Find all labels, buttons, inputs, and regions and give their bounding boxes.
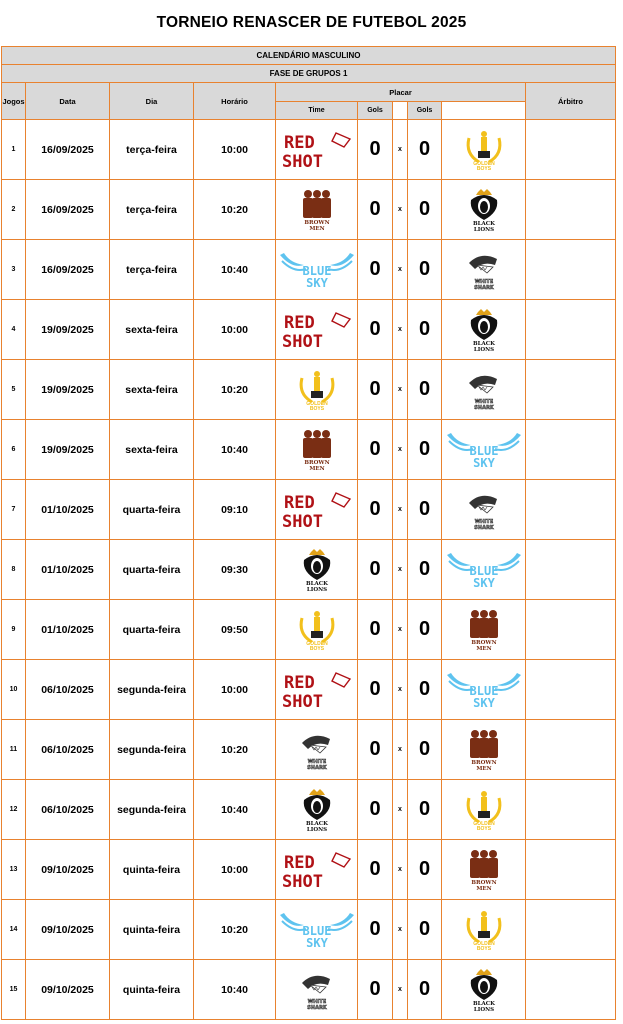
match-row: [2, 540, 616, 600]
home-team-logo: [276, 540, 358, 600]
home-goals: 0: [358, 600, 393, 660]
away-goals: 0: [408, 120, 442, 180]
svg-text:LIONS: LIONS: [306, 826, 327, 832]
match-rows: [2, 120, 616, 1020]
match-date: 01/10/2025: [26, 480, 110, 540]
away-goals: 0: [408, 300, 442, 360]
svg-text:GOLDEN: GOLDEN: [472, 820, 495, 827]
match-date: 16/09/2025: [26, 180, 110, 240]
svg-text:BLUE: BLUE: [469, 563, 498, 578]
away-team-logo: [442, 120, 526, 180]
svg-text:WHITE: WHITE: [307, 998, 326, 1005]
svg-text:LIONS: LIONS: [473, 346, 494, 352]
match-row: [2, 840, 616, 900]
svg-text:BOYS: BOYS: [476, 945, 491, 952]
col-header-day: Dia: [110, 83, 194, 120]
score-separator: x: [393, 480, 408, 540]
score-separator: x: [393, 540, 408, 600]
away-goals: 0: [408, 900, 442, 960]
away-team-logo: [442, 660, 526, 720]
match-number: 13: [2, 840, 26, 900]
away-goals: 0: [408, 360, 442, 420]
referee-cell: [526, 120, 616, 180]
match-day: sexta-feira: [110, 420, 194, 480]
match-number: 3: [2, 240, 26, 300]
match-row: [2, 660, 616, 720]
match-date: 06/10/2025: [26, 660, 110, 720]
home-team-logo: [276, 420, 358, 480]
away-team-logo: [442, 780, 526, 840]
svg-text:SHOT: SHOT: [281, 871, 323, 891]
match-row: [2, 900, 616, 960]
svg-text:BOYS: BOYS: [476, 825, 491, 832]
home-team-logo: [276, 480, 358, 540]
match-day: terça-feira: [110, 240, 194, 300]
match-row: [2, 480, 616, 540]
away-team-logo: [442, 240, 526, 300]
referee-cell: [526, 240, 616, 300]
home-team-logo: [276, 900, 358, 960]
referee-cell: [526, 480, 616, 540]
svg-text:MEN: MEN: [475, 645, 492, 652]
match-day: quarta-feira: [110, 600, 194, 660]
match-row: [2, 240, 616, 300]
svg-text:SHARK: SHARK: [306, 1004, 327, 1011]
score-separator: x: [393, 720, 408, 780]
match-time: 10:40: [194, 780, 276, 840]
match-number: 9: [2, 600, 26, 660]
match-time: 10:00: [194, 120, 276, 180]
match-row: [2, 960, 616, 1020]
referee-cell: [526, 840, 616, 900]
home-goals: 0: [358, 480, 393, 540]
match-number: 15: [2, 960, 26, 1020]
svg-text:SKY: SKY: [472, 455, 495, 470]
home-goals: 0: [358, 960, 393, 1020]
match-day: quinta-feira: [110, 900, 194, 960]
phase-label: FASE DE GRUPOS 1: [2, 65, 616, 83]
svg-text:SHOT: SHOT: [281, 691, 323, 711]
referee-cell: [526, 180, 616, 240]
match-date: 06/10/2025: [26, 780, 110, 840]
home-goals: 0: [358, 300, 393, 360]
match-date: 09/10/2025: [26, 960, 110, 1020]
match-day: quinta-feira: [110, 840, 194, 900]
match-row: [2, 420, 616, 480]
away-goals: 0: [408, 960, 442, 1020]
match-date: 01/10/2025: [26, 540, 110, 600]
away-team-logo: [442, 180, 526, 240]
match-day: sexta-feira: [110, 300, 194, 360]
match-time: 10:40: [194, 240, 276, 300]
referee-cell: [526, 420, 616, 480]
svg-text:LIONS: LIONS: [306, 586, 327, 592]
match-time: 10:00: [194, 300, 276, 360]
svg-text:LIONS: LIONS: [473, 226, 494, 232]
col-header-team-away: [442, 102, 526, 120]
away-team-logo: [442, 420, 526, 480]
home-goals: 0: [358, 240, 393, 300]
home-goals: 0: [358, 720, 393, 780]
svg-text:SHOT: SHOT: [281, 151, 323, 171]
away-goals: 0: [408, 780, 442, 840]
page-title: TORNEIO RENASCER DE FUTEBOL 2025: [156, 14, 467, 31]
match-row: [2, 300, 616, 360]
away-team-logo: [442, 360, 526, 420]
match-day: terça-feira: [110, 120, 194, 180]
svg-text:MEN: MEN: [475, 765, 492, 772]
match-schedule-table: [1, 46, 616, 1020]
score-separator: x: [393, 780, 408, 840]
match-row: [2, 120, 616, 180]
match-date: 16/09/2025: [26, 120, 110, 180]
match-number: 11: [2, 720, 26, 780]
home-team-logo: [276, 660, 358, 720]
match-number: 8: [2, 540, 26, 600]
col-header-separator: [393, 102, 408, 120]
home-goals: 0: [358, 540, 393, 600]
away-goals: 0: [408, 600, 442, 660]
match-number: 14: [2, 900, 26, 960]
away-goals: 0: [408, 540, 442, 600]
score-separator: x: [393, 240, 408, 300]
col-header-date: Data: [26, 83, 110, 120]
home-team-logo: [276, 180, 358, 240]
match-date: 16/09/2025: [26, 240, 110, 300]
home-goals: 0: [358, 900, 393, 960]
match-date: 01/10/2025: [26, 600, 110, 660]
svg-text:SHARK: SHARK: [473, 404, 494, 411]
svg-text:SHARK: SHARK: [473, 284, 494, 291]
svg-text:BOYS: BOYS: [309, 645, 324, 652]
svg-text:GOLDEN: GOLDEN: [472, 160, 495, 167]
col-header-goals-away: Gols: [408, 102, 442, 120]
home-goals: 0: [358, 420, 393, 480]
score-separator: x: [393, 420, 408, 480]
score-separator: x: [393, 960, 408, 1020]
away-team-logo: [442, 600, 526, 660]
home-team-logo: [276, 960, 358, 1020]
home-team-logo: [276, 600, 358, 660]
away-team-logo: [442, 300, 526, 360]
red-shot-line1: RED: [283, 852, 315, 873]
match-date: 19/09/2025: [26, 420, 110, 480]
calendar-label: CALENDÁRIO MASCULINO: [2, 47, 616, 65]
referee-cell: [526, 360, 616, 420]
match-time: 10:00: [194, 660, 276, 720]
svg-text:BLUE: BLUE: [469, 683, 498, 698]
svg-text:BROWN: BROWN: [470, 639, 497, 646]
away-goals: 0: [408, 480, 442, 540]
score-separator: x: [393, 840, 408, 900]
match-number: 5: [2, 360, 26, 420]
svg-text:SHARK: SHARK: [306, 764, 327, 771]
svg-text:GOLDEN: GOLDEN: [305, 640, 328, 647]
svg-text:BROWN: BROWN: [470, 759, 497, 766]
match-day: quinta-feira: [110, 960, 194, 1020]
red-shot-line1: RED: [283, 132, 315, 153]
home-team-logo: [276, 120, 358, 180]
home-goals: 0: [358, 780, 393, 840]
home-team-logo: [276, 840, 358, 900]
away-team-logo: [442, 900, 526, 960]
match-number: 6: [2, 420, 26, 480]
score-separator: x: [393, 360, 408, 420]
score-separator: x: [393, 600, 408, 660]
away-goals: 0: [408, 840, 442, 900]
score-separator: x: [393, 180, 408, 240]
away-team-logo: [442, 480, 526, 540]
match-time: 10:20: [194, 180, 276, 240]
match-number: 12: [2, 780, 26, 840]
match-date: 09/10/2025: [26, 900, 110, 960]
red-shot-line1: RED: [283, 312, 315, 333]
red-shot-line1: RED: [283, 672, 315, 693]
match-row: [2, 720, 616, 780]
away-team-logo: [442, 960, 526, 1020]
svg-text:BLACK: BLACK: [472, 1000, 495, 1007]
match-date: 06/10/2025: [26, 720, 110, 780]
referee-cell: [526, 720, 616, 780]
svg-text:SKY: SKY: [472, 575, 495, 590]
svg-text:WHITE: WHITE: [474, 518, 493, 525]
svg-text:WHITE: WHITE: [474, 278, 493, 285]
svg-text:BLUE: BLUE: [302, 923, 331, 938]
home-team-logo: [276, 240, 358, 300]
home-goals: 0: [358, 360, 393, 420]
home-team-logo: [276, 780, 358, 840]
away-goals: 0: [408, 660, 442, 720]
home-goals: 0: [358, 180, 393, 240]
match-number: 2: [2, 180, 26, 240]
home-goals: 0: [358, 660, 393, 720]
match-day: quarta-feira: [110, 480, 194, 540]
svg-text:WHITE: WHITE: [474, 398, 493, 405]
match-row: [2, 600, 616, 660]
match-number: 1: [2, 120, 26, 180]
svg-text:BLACK: BLACK: [305, 820, 328, 827]
col-header-goals-home: Gols: [358, 102, 393, 120]
score-separator: x: [393, 900, 408, 960]
referee-cell: [526, 660, 616, 720]
home-goals: 0: [358, 120, 393, 180]
match-time: 10:40: [194, 420, 276, 480]
svg-text:SKY: SKY: [305, 935, 328, 950]
referee-cell: [526, 900, 616, 960]
svg-text:MEN: MEN: [308, 225, 325, 232]
svg-text:BROWN: BROWN: [303, 459, 330, 466]
svg-text:BLACK: BLACK: [472, 220, 495, 227]
home-goals: 0: [358, 840, 393, 900]
svg-text:BROWN: BROWN: [470, 879, 497, 886]
svg-text:BOYS: BOYS: [309, 405, 324, 412]
referee-cell: [526, 300, 616, 360]
svg-text:SKY: SKY: [472, 695, 495, 710]
match-row: [2, 780, 616, 840]
match-time: 10:20: [194, 900, 276, 960]
match-row: [2, 180, 616, 240]
away-goals: 0: [408, 420, 442, 480]
match-number: 7: [2, 480, 26, 540]
match-day: segunda-feira: [110, 780, 194, 840]
score-separator: x: [393, 120, 408, 180]
match-time: 10:20: [194, 720, 276, 780]
score-separator: x: [393, 300, 408, 360]
match-time: 10:20: [194, 360, 276, 420]
match-time: 10:40: [194, 960, 276, 1020]
match-day: terça-feira: [110, 180, 194, 240]
match-day: segunda-feira: [110, 720, 194, 780]
score-separator: x: [393, 660, 408, 720]
svg-text:GOLDEN: GOLDEN: [472, 940, 495, 947]
match-date: 19/09/2025: [26, 300, 110, 360]
referee-cell: [526, 960, 616, 1020]
away-goals: 0: [408, 720, 442, 780]
referee-cell: [526, 600, 616, 660]
svg-text:MEN: MEN: [308, 465, 325, 472]
away-goals: 0: [408, 240, 442, 300]
col-header-time: Horário: [194, 83, 276, 120]
away-team-logo: [442, 720, 526, 780]
svg-text:SHOT: SHOT: [281, 331, 323, 351]
referee-cell: [526, 540, 616, 600]
match-time: 09:30: [194, 540, 276, 600]
col-header-referee: Árbitro: [526, 83, 616, 120]
match-date: 19/09/2025: [26, 360, 110, 420]
match-day: sexta-feira: [110, 360, 194, 420]
away-team-logo: [442, 840, 526, 900]
svg-text:BROWN: BROWN: [303, 219, 330, 226]
svg-text:LIONS: LIONS: [473, 1006, 494, 1012]
home-team-logo: [276, 360, 358, 420]
red-shot-line1: RED: [283, 492, 315, 513]
svg-text:SHOT: SHOT: [281, 511, 323, 531]
svg-text:SKY: SKY: [305, 275, 328, 290]
match-date: 09/10/2025: [26, 840, 110, 900]
match-time: 09:10: [194, 480, 276, 540]
referee-cell: [526, 780, 616, 840]
svg-text:BLACK: BLACK: [305, 580, 328, 587]
svg-text:MEN: MEN: [475, 885, 492, 892]
match-time: 10:00: [194, 840, 276, 900]
svg-text:GOLDEN: GOLDEN: [305, 400, 328, 407]
svg-text:SHARK: SHARK: [473, 524, 494, 531]
col-header-score: Placar: [276, 83, 526, 102]
svg-text:BLUE: BLUE: [302, 263, 331, 278]
col-header-games: Jogos: [2, 83, 26, 120]
match-day: segunda-feira: [110, 660, 194, 720]
svg-text:WHITE: WHITE: [307, 758, 326, 765]
svg-text:BOYS: BOYS: [476, 165, 491, 172]
match-time: 09:50: [194, 600, 276, 660]
svg-text:BLUE: BLUE: [469, 443, 498, 458]
match-number: 4: [2, 300, 26, 360]
col-header-team: Time: [276, 102, 358, 120]
home-team-logo: [276, 300, 358, 360]
away-goals: 0: [408, 180, 442, 240]
away-team-logo: [442, 540, 526, 600]
svg-text:BLACK: BLACK: [472, 340, 495, 347]
match-day: quarta-feira: [110, 540, 194, 600]
match-number: 10: [2, 660, 26, 720]
match-row: [2, 360, 616, 420]
home-team-logo: [276, 720, 358, 780]
